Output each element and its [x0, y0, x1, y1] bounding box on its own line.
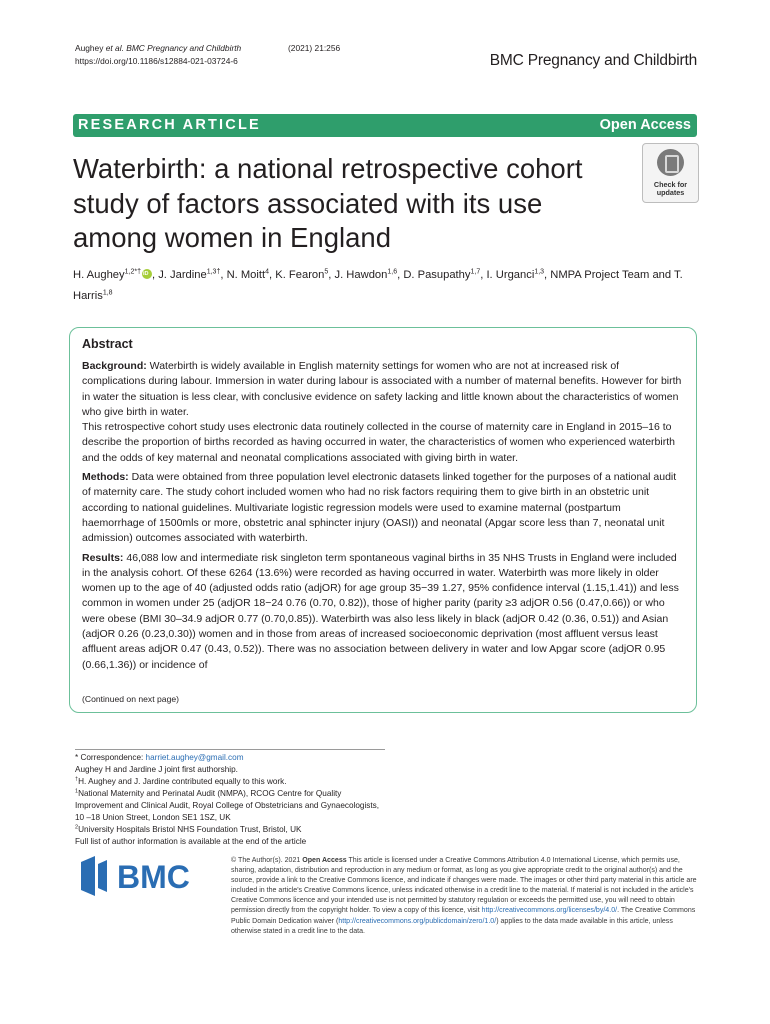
- author-separator: ,: [151, 269, 159, 281]
- author-separator: ,: [328, 269, 335, 281]
- doi-link[interactable]: https://doi.org/10.1186/s12884-021-03724-6: [75, 55, 238, 66]
- bmc-logo-mark-1: [81, 856, 95, 896]
- author-separator: ,: [480, 269, 487, 281]
- license-body: This article is licensed under a Creative Commons Attribution 4.0 International License, which permits use, sharing, adaptation, distribution and reproduction in any medium or format, as long as you give appropriate credit to the original author(s) and the source, provide a link to the Creative Commons licence, and indicate if changes were made. The images or other third party material in this article are included in the article's Creative Commons licence, unless indicated otherwise in a credit line to the material. If material is not included in the article's Creative Commons licence and your intended use is not permitted by statutory regulation or exceeds the permitted use, you will need to obtain permission directly from the copyright holder. To view a copy of this licence, visit: [231, 857, 697, 915]
- full-list-note: Full list of author information is available at the end of the article: [75, 837, 307, 846]
- check-for-updates-line2: updates: [656, 188, 685, 197]
- license-link-cc-by[interactable]: http://creativecommons.org/licenses/by/4.0/: [481, 907, 618, 915]
- license-waiver: . The Creative Commons Public Domain Dedication waiver (: [231, 907, 696, 925]
- author-affiliation-sup: 4: [265, 268, 270, 276]
- license-text: [231, 856, 699, 937]
- background-text: Waterbirth is widely available in English maternity settings for women who are not at increased risk of complications during labour. Immersion in water during labour is associated with a number of maternal benefits. However for birth in water the situation is less clear, with conclusive evidence on safety lacking and little known about the characteristics of women who give birth in water.: [82, 360, 682, 418]
- equal-contribution-note: [75, 776, 385, 788]
- aff1-text: National Maternity and Perinatal Audit (NMPA), RCOG Centre for Quality Improvement and Clinical Audit, Royal College of Obstetricians and Gynaecologists, 10 –18 Union Street, London SE1 1SZ, UK: [75, 789, 380, 822]
- author-affiliation-sup: 1,2*†: [124, 268, 141, 276]
- aff2-text: University Hospitals Bristol NHS Foundation Trust, Bristol, UK: [78, 825, 302, 834]
- methods-text: Data were obtained from three population level electronic datasets linked together for the purposes of a national audit of maternity care. The study cohort included women who had no risk factors requiring them to give birth in an obstetric unit according to national guidelines. Multivariate logistic regression models were used to examine maternal (postpartum haemorrhage of 1500mls or more, obstetric anal sphincter injury (OASI)) and neonatal (Apgar score less than 7, neonatal unit admission) outcomes associated with waterbirth.: [82, 471, 677, 545]
- author-affiliation-sup: 1,3†: [206, 268, 221, 276]
- license-open-access: Open Access: [302, 857, 347, 864]
- equal-text: H. Aughey and J. Jardine contributed equally to this work.: [78, 777, 287, 786]
- author-name[interactable]: N. Moitt: [226, 269, 266, 281]
- correspondence: [75, 752, 385, 764]
- journal-name: BMC Pregnancy and Childbirth: [489, 52, 697, 69]
- author-name[interactable]: J. Hawdon: [334, 269, 388, 281]
- joint-first-note: Aughey H and Jardine J joint first authorship.: [75, 765, 238, 774]
- affiliation-1: [75, 788, 385, 824]
- author-joiner: and: [652, 269, 675, 281]
- author-name[interactable]: T. Harris: [73, 269, 683, 302]
- results-paragraph: [82, 551, 685, 673]
- correspondence-email[interactable]: harriet.aughey@gmail.com: [145, 753, 244, 762]
- methods-paragraph: [82, 470, 685, 546]
- author-name[interactable]: D. Pasupathy: [403, 269, 471, 281]
- check-for-updates-icon: [657, 149, 684, 176]
- citation-etal: et al.: [105, 43, 124, 53]
- citation-journal: BMC Pregnancy and Childbirth: [123, 43, 242, 53]
- author-separator: ,: [397, 269, 404, 281]
- author-affiliation-sup: 1,6: [387, 268, 398, 276]
- background-text-2: This retrospective cohort study uses electronic data routinely collected in the course of maternity care in England in 2015–16 to describe the proportion of births recorded as having occurred in water, the characteristics of women who experienced waterbirth and the odds of key maternal and neonatal complications associated with giving birth in water.: [82, 421, 675, 464]
- author-affiliation-sup: 5: [324, 268, 329, 276]
- abstract-body: [82, 359, 685, 677]
- author-name[interactable]: K. Fearon: [275, 269, 325, 281]
- author-list: [73, 265, 698, 306]
- bmc-logo: [81, 856, 221, 896]
- results-label: Results:: [82, 551, 124, 564]
- check-for-updates-badge[interactable]: [642, 143, 699, 203]
- author-name[interactable]: I. Urganci: [486, 269, 535, 281]
- continued-note: (Continued on next page): [82, 694, 179, 704]
- aff1-sup: 1: [75, 788, 79, 795]
- citation-authors: Aughey: [75, 43, 106, 53]
- article-type-banner: [73, 114, 697, 137]
- author-affiliation-sup: 1,3: [534, 268, 545, 276]
- background-label: Background:: [82, 360, 147, 372]
- abstract-heading: Abstract: [82, 337, 133, 351]
- author-separator: ,: [269, 269, 276, 281]
- abstract-box: [69, 327, 697, 713]
- bmc-logo-text: BMC: [117, 859, 190, 895]
- correspondence-label: * Correspondence:: [75, 753, 146, 762]
- affiliation-2: [75, 824, 385, 836]
- author-name[interactable]: H. Aughey: [73, 269, 125, 281]
- open-access-label: Open Access: [599, 117, 691, 133]
- license-link-cc0[interactable]: http://creativecommons.org/publicdomain/zero/1.0/: [338, 917, 497, 925]
- orcid-icon[interactable]: [142, 269, 152, 279]
- background-paragraph: [82, 359, 685, 466]
- article-type-label: RESEARCH ARTICLE: [78, 117, 261, 133]
- license-copyright: © The Author(s). 2021: [231, 857, 303, 864]
- aff2-sup: 2: [75, 824, 79, 831]
- author-separator: ,: [220, 269, 227, 281]
- author-separator: ,: [544, 269, 551, 281]
- author-name[interactable]: NMPA Project Team: [550, 269, 650, 281]
- license-end: ) applies to the data made available in this article, unless otherwise stated in a credit line to the data.: [231, 917, 673, 935]
- citation-year: (2021) 21:256: [288, 43, 341, 53]
- results-text: 46,088 low and intermediate risk singleton term spontaneous vaginal births in 35 NHS Trusts in England were included in the analysis cohort. Of these 6264 (13.6%) were recorded as having occurred in water. Waterbirth was more likely in older women up to the age of 40 (adjusted odds ratio (adjOR) for age group 35−39 1.27, 95% confidence interval (1.15,1.41)) and less common in women under 25 (adjOR 18−24 0.76 (0.70, 0.82)), those of higher parity (parity ≥3 adjOR 0.56 (0.47,0.66)) or who were obese (BMI 30–34.9 adjOR 0.77 (0.70,0.85)). Waterbirth was also less likely in black (adjOR 0.42 (0.36, 0.51)) and Asian (adjOR 0.26 (0.23,0.30)) women and in those from areas of increased socioeconomic deprivation (most affluent versus least affluent areas adjOR 0.47 (0.43, 0.52)). There was no association between delivery in water and low Apgar score (adjOR 0.95 (0.66,1.36)) or incidence of: [82, 551, 679, 671]
- author-affiliation-sup: 1,8: [102, 288, 113, 296]
- article-title: Waterbirth: a national retrospective cohort study of factors associated with its use among women in England: [73, 153, 583, 253]
- check-for-updates-line1: Check for: [653, 180, 688, 189]
- equal-sup: †: [75, 776, 79, 783]
- author-name[interactable]: J. Jardine: [158, 269, 207, 281]
- footnotes: [75, 749, 385, 848]
- bmc-logo-mark-2: [98, 860, 107, 892]
- methods-label: Methods:: [82, 471, 129, 484]
- citation-line: [75, 42, 341, 55]
- citation-header: [75, 42, 341, 67]
- author-affiliation-sup: 1,7: [470, 268, 481, 276]
